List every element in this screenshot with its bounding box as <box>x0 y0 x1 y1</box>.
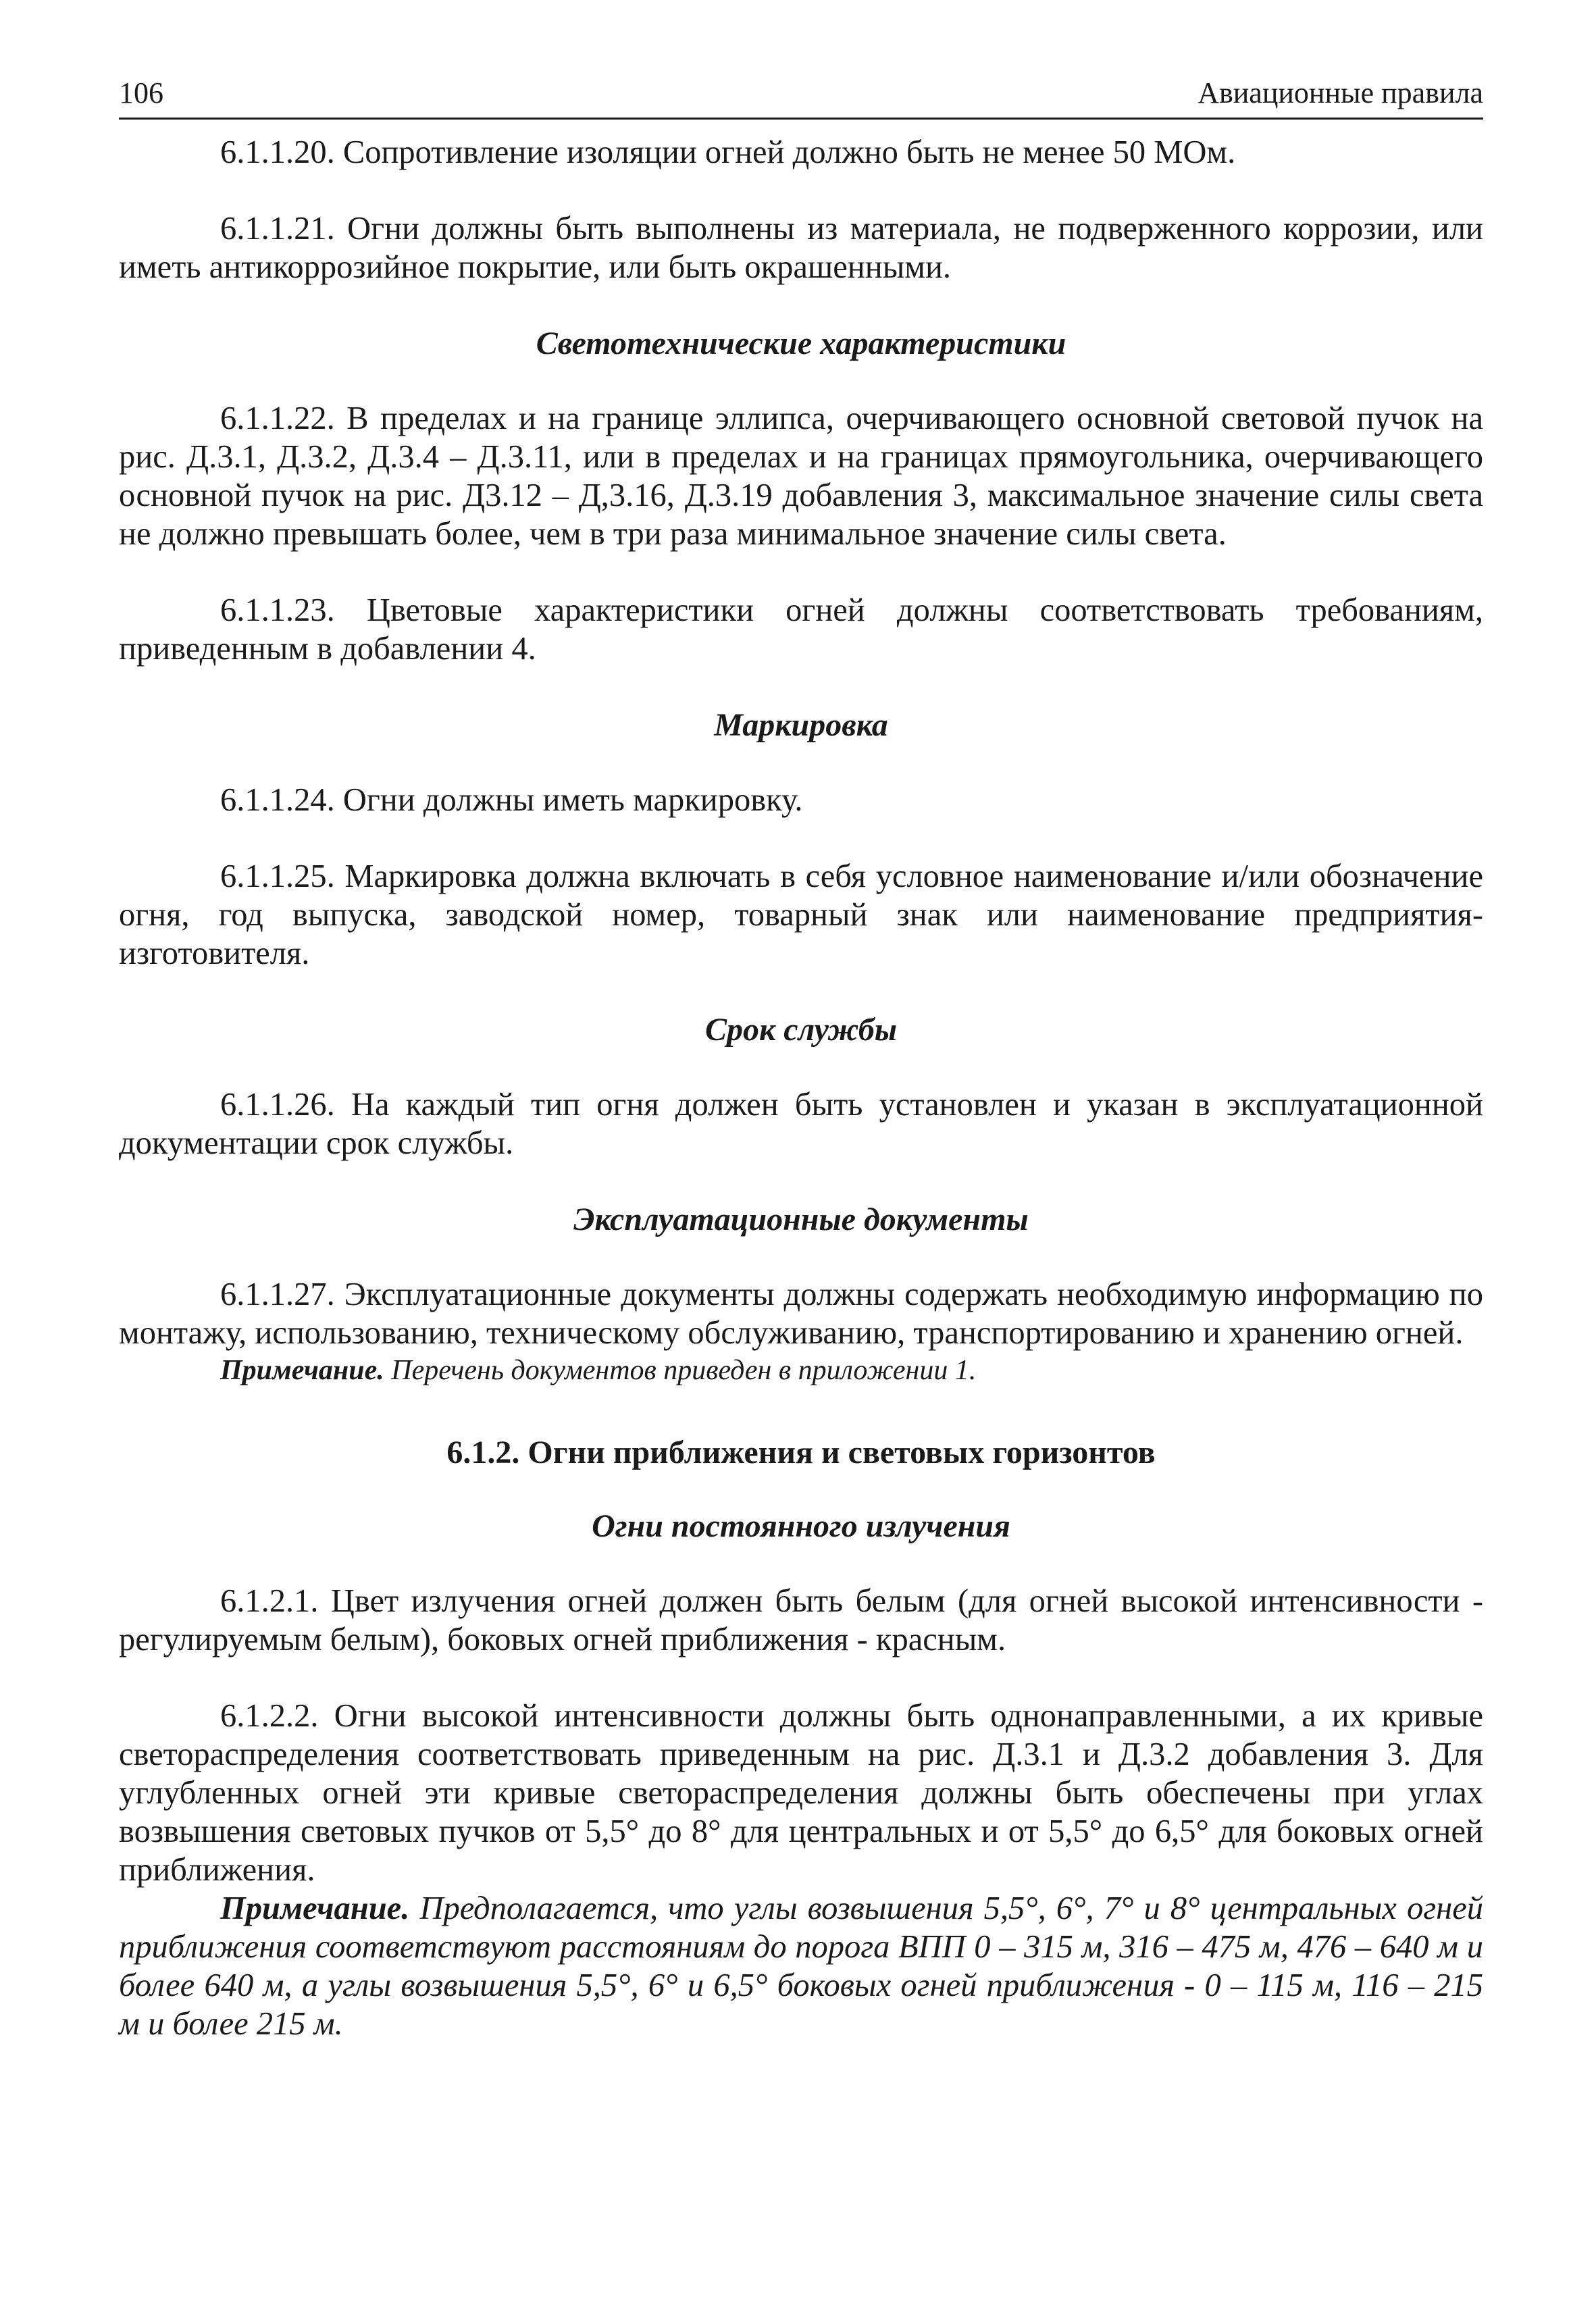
running-title: Авиационные правила <box>1198 76 1483 109</box>
note-label: Примечание. <box>220 1891 410 1926</box>
page-number: 106 <box>119 76 163 109</box>
paragraph-6-1-1-24: 6.1.1.24. Огни должны иметь маркировку. <box>220 782 803 818</box>
page-content <box>119 133 1483 2043</box>
note-text: Перечень документов приведен в приложении 1. <box>384 1355 977 1386</box>
paragraph-6-1-1-22: 6.1.1.22. В пределах и на границе эллипса, очерчивающего основной световой пучок на рис. Д.3.1, Д.3.2, Д.3.4 – Д.3.11, или в пределах и на границах прямоугольника, очерчивающего основной пучок на рис. Д3.12 – Д,3.16, Д.3.19 добавления 3, максимальное значение силы света не должно превышать более, чем в три раза минимальное значение силы света. <box>119 401 1483 552</box>
paragraph-6-1-1-26: 6.1.1.26. На каждый тип огня должен быть установлен и указан в эксплуатационной документации срок службы. <box>119 1087 1483 1161</box>
note-text: Предполагается, что углы возвышения 5,5°, 6°, 7° и 8° центральных огней приближения соответствуют расстояниям до порога ВПП 0 – 315 м, 316 – 475 м, 476 – 640 м и более 640 м, а углы возвышения 5,5°, 6° и 6,5° боковых огней приближения - 0 – 115 м, 116 – 215 м и более 215 м. <box>119 1891 1483 2042</box>
note-label: Примечание. <box>220 1355 384 1386</box>
page-header <box>119 74 1483 120</box>
note-documents <box>119 1352 1483 1389</box>
paragraph-6-1-1-27: 6.1.1.27. Эксплуатационные документы должны содержать необходимую информацию по монтажу, использованию, техническому обслуживанию, транспортированию и хранению огней. <box>119 1277 1483 1351</box>
paragraph-6-1-2-2: 6.1.2.2. Огни высокой интенсивности должны быть однонаправленными, а их кривые светораспределения соответствовать приведенным на рис. Д.3.1 и Д.3.2 добавления 3. Для углубленных огней эти кривые светораспределения должны быть обеспечены при углах возвышения световых пучков от 5,5° до 8° для центральных и от 5,5° до 6,5° для боковых огней приближения. <box>119 1698 1483 1888</box>
paragraph-6-1-1-21: 6.1.1.21. Огни должны быть выполнены из материала, не подверженного коррозии, или иметь антикоррозийное покрытие, или быть окрашенными. <box>119 211 1483 285</box>
section-heading-6-1-2: 6.1.2. Огни приближения и световых горизонтов <box>446 1435 1156 1470</box>
paragraph-6-1-1-20: 6.1.1.20. Сопротивление изоляции огней должно быть не менее 50 МОм. <box>220 134 1236 170</box>
paragraph-6-1-1-25: 6.1.1.25. Маркировка должна включать в себя условное наименование и/или обозначение огня, год выпуска, заводской номер, товарный знак или наименование предприятия-изготовителя. <box>119 858 1483 971</box>
subheading-operational-documents: Эксплуатационные документы <box>573 1202 1029 1237</box>
document-page <box>119 74 1483 2043</box>
subheading-constant-lights: Огни постоянного излучения <box>592 1508 1010 1544</box>
subheading-light-characteristics: Светотехнические характеристики <box>536 326 1066 361</box>
paragraph-6-1-1-23: 6.1.1.23. Цветовые характеристики огней должны соответствовать требованиям, приведенным в добавлении 4. <box>119 592 1483 667</box>
subheading-service-life: Срок службы <box>704 1012 898 1048</box>
note-elevation-angles <box>119 1889 1483 2043</box>
subheading-marking: Маркировка <box>714 707 888 743</box>
paragraph-6-1-2-1: 6.1.2.1. Цвет излучения огней должен быть белым (для огней высокой интенсивности - регулируемым белым), боковых огней приближения - красным. <box>119 1583 1483 1657</box>
